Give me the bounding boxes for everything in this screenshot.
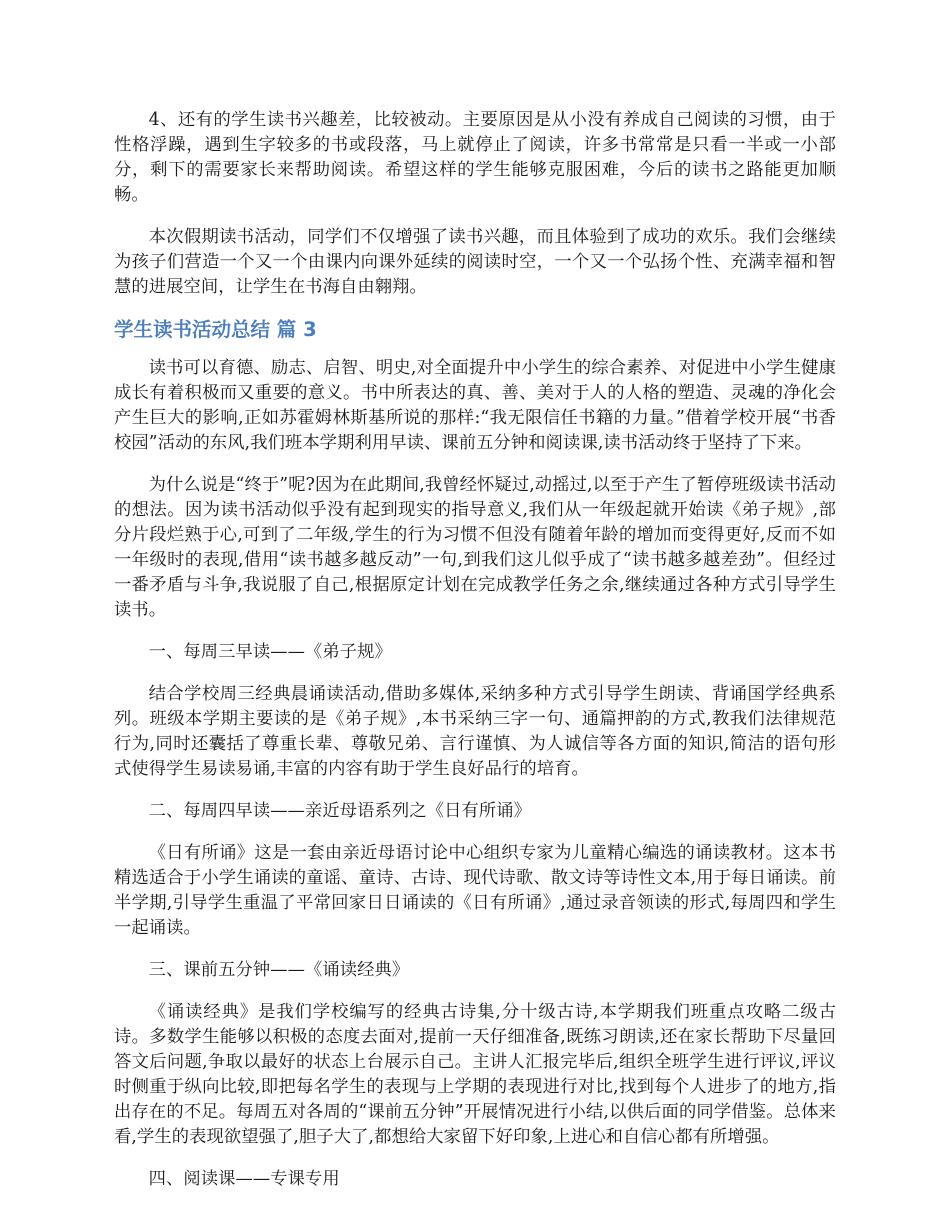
paragraph-classics: 《诵读经典》是我们学校编写的经典古诗集,分十级古诗,本学期我们班重点攻略二级古诗。多数学生能够以积极的态度去面对,提前一天仔细准备,既练习朗读,还在家长帮助下尽量回答文后问题,争取以最好的状态上台展示自己。主讲人汇报完毕后,组织全班学生进行评议,评议时侧重于纵向比较,即把每名学生的表现与上学期的表现进行对比,找到每个人进步了的地方,指出存在的不足。每周五对各周的“课前五分钟”开展情况进行小结,以供后面的同学借鉴。总体来看,学生的表现欲望强了,胆子大了,都想给大家留下好印象,上进心和自信心都有所增强。 bbox=[114, 1002, 836, 1147]
paragraph-riyousuosong: 《日有所诵》这是一套由亲近母语讨论中心组织专家为儿童精心编选的诵读教材。这本书精选适合于小学生诵读的童谣、童诗、古诗、现代诗歌、散文诗等诗性文本,用于每日诵读。前半学期,引导学生重温了平常回家日日诵读的《日有所诵》,通过录音领读的形式,每周四和学生一起诵读。 bbox=[114, 843, 836, 938]
paragraph-summary-closing: 本次假期读书活动，同学们不仅增强了读书兴趣，而且体验到了成功的欢乐。我们会继续为孩子们营造一个又一个由课内向课外延续的阅读时空，一个又一个弘扬个性、充满幸福和智慧的进展空间，让学生在书海自由翱翔。 bbox=[114, 227, 836, 297]
paragraph-item-4: 4、还有的学生读书兴趣差，比较被动。主要原因是从小没有养成自己阅读的习惯，由于性格浮躁，遇到生字较多的书或段落，马上就停止了阅读，许多书常常是只看一半或一小部分，剩下的需要家长来帮助阅读。希望这样的学生能够克服困难，今后的读书之路能更加顺畅。 bbox=[114, 110, 836, 205]
section-heading: 学生读书活动总结 篇 3 bbox=[114, 318, 317, 341]
subheading-reading-class: 四、阅读课——专课专用 bbox=[148, 1169, 340, 1189]
paragraph-intro: 读书可以育德、励志、启智、明史,对全面提升中小学生的综合素养、对促进中小学生健康成长有着积极而又重要的意义。书中所表达的真、善、美对于人的人格的塑造、灵魂的净化会产生巨大的影响,正如苏霍姆林斯基所说的那样:“我无限信任书籍的力量。”借着学校开展“书香校园”活动的东风,我们班本学期利用早读、课前五分钟和阅读课,读书活动终于坚持了下来。 bbox=[114, 358, 836, 453]
subheading-wednesday-reading: 一、每周三早读——《弟子规》 bbox=[148, 642, 392, 662]
subheading-thursday-reading: 二、每周四早读——亲近母语系列之《日有所诵》 bbox=[148, 801, 531, 821]
document-page bbox=[114, 108, 836, 1209]
paragraph-dizigui: 结合学校周三经典晨诵读活动,借助多媒体,采纳多种方式引导学生朗读、背诵国学经典系列。班级本学期主要读的是《弟子规》,本书采纳三字一句、通篇押韵的方式,教我们法律规范行为,同时还囊括了尊重长辈、尊敬兄弟、言行谨慎、为人诚信等各方面的知识,简洁的语句形式使得学生易读易诵,丰富的内容有助于学生良好品行的培育。 bbox=[114, 684, 836, 779]
subheading-five-minutes: 三、课前五分钟——《诵读经典》 bbox=[148, 960, 410, 980]
paragraph-finally: 为什么说是“终于”呢?因为在此期间,我曾经怀疑过,动摇过,以至于产生了暂停班级读书活动的想法。因为读书活动似乎没有起到现实的指导意义,我们从一年级起就开始读《弟子规》,部分片段烂熟于心,可到了二年级,学生的行为习惯不但没有随着年龄的增加而变得更好,反而不如一年级时的表现,借用“读书越多越反动”一句,到我们这儿似乎成了“读书越多越差劲”。但经过一番矛盾与斗争,我说服了自己,根据原定计划在完成教学任务之余,继续通过各种方式引导学生读书。 bbox=[114, 475, 836, 620]
